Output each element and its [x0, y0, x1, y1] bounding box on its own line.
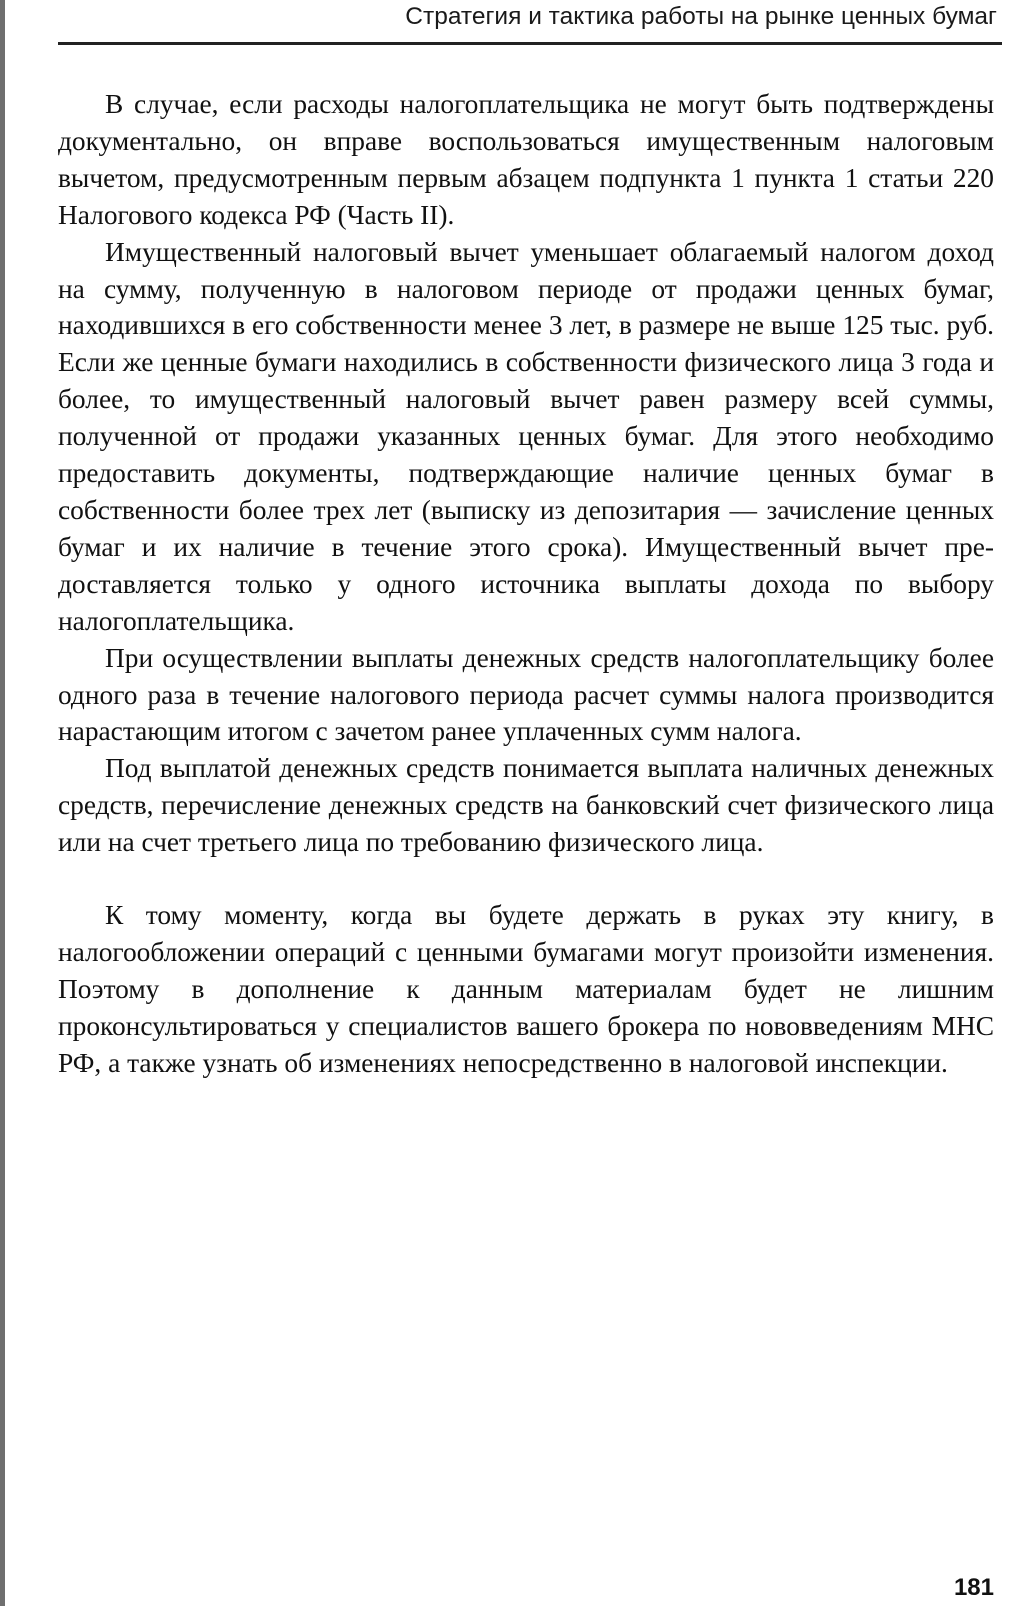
- header-rule: [58, 42, 1002, 45]
- page-left-edge: [0, 0, 5, 1606]
- body-text: [58, 86, 994, 1082]
- page-number: 181: [953, 1574, 994, 1601]
- running-header: Стратегия и тактика работы на рынке ценных бумаг: [405, 3, 997, 30]
- paragraph-3: При осуществлении выплаты денежных средств налогоплательщику более одного раза в течение налогового периода расчет суммы налога производится нарастающим итогом с зачетом ранее уплаченных сумм налога.: [58, 642, 994, 747]
- paragraph-2: Имущественный налоговый вычет уменьшает облагаемый налогом доход на сумму, полученную в налоговом периоде от продажи ценных бумаг, находившихся в его собственности менее 3 лет, в размере не выше 125 тыс. руб. Если же ценные бумаги находились в собственности физического лица 3 года и более, то имущественный налоговый вычет равен размеру всей суммы, полученной от продажи указанных ценных бумаг. Для этого необходимо предоставить документы, подтверждающие наличие ценных бумаг в собственности более трех лет (выписку из депозитария — зачисление ценных бумаг и их наличие в течение этого срока). Имущественный вычет предоставляется только у одного источника выплаты дохода по выбору налогоплательщика.: [58, 236, 994, 636]
- paragraph-4: Под выплатой денежных средств понимается выплата наличных денежных средств, перечисление денежных средств на банковский счет физического лица или на счет третьего лица по требованию физического лица.: [58, 753, 994, 858]
- paragraph-1: В случае, если расходы налогоплательщика не могут быть подтверждены документально, он вправе воспользоваться имущественным налоговым вычетом, предусмотренным первым абзацем подпункта 1 пункта 1 статьи 220 Налогового кодекса РФ (Часть II).: [58, 89, 994, 230]
- paragraph-5: К тому моменту, когда вы будете держать в руках эту книгу, в налогообложении операций с ценными бумагами могут произойти изменения. Поэтому в дополнение к данным материалам будет не лишним проконсультироваться у специалистов вашего брокера по нововведениям МНС РФ, а также узнать об изменениях непосредственно в налоговой инспекции.: [58, 900, 994, 1078]
